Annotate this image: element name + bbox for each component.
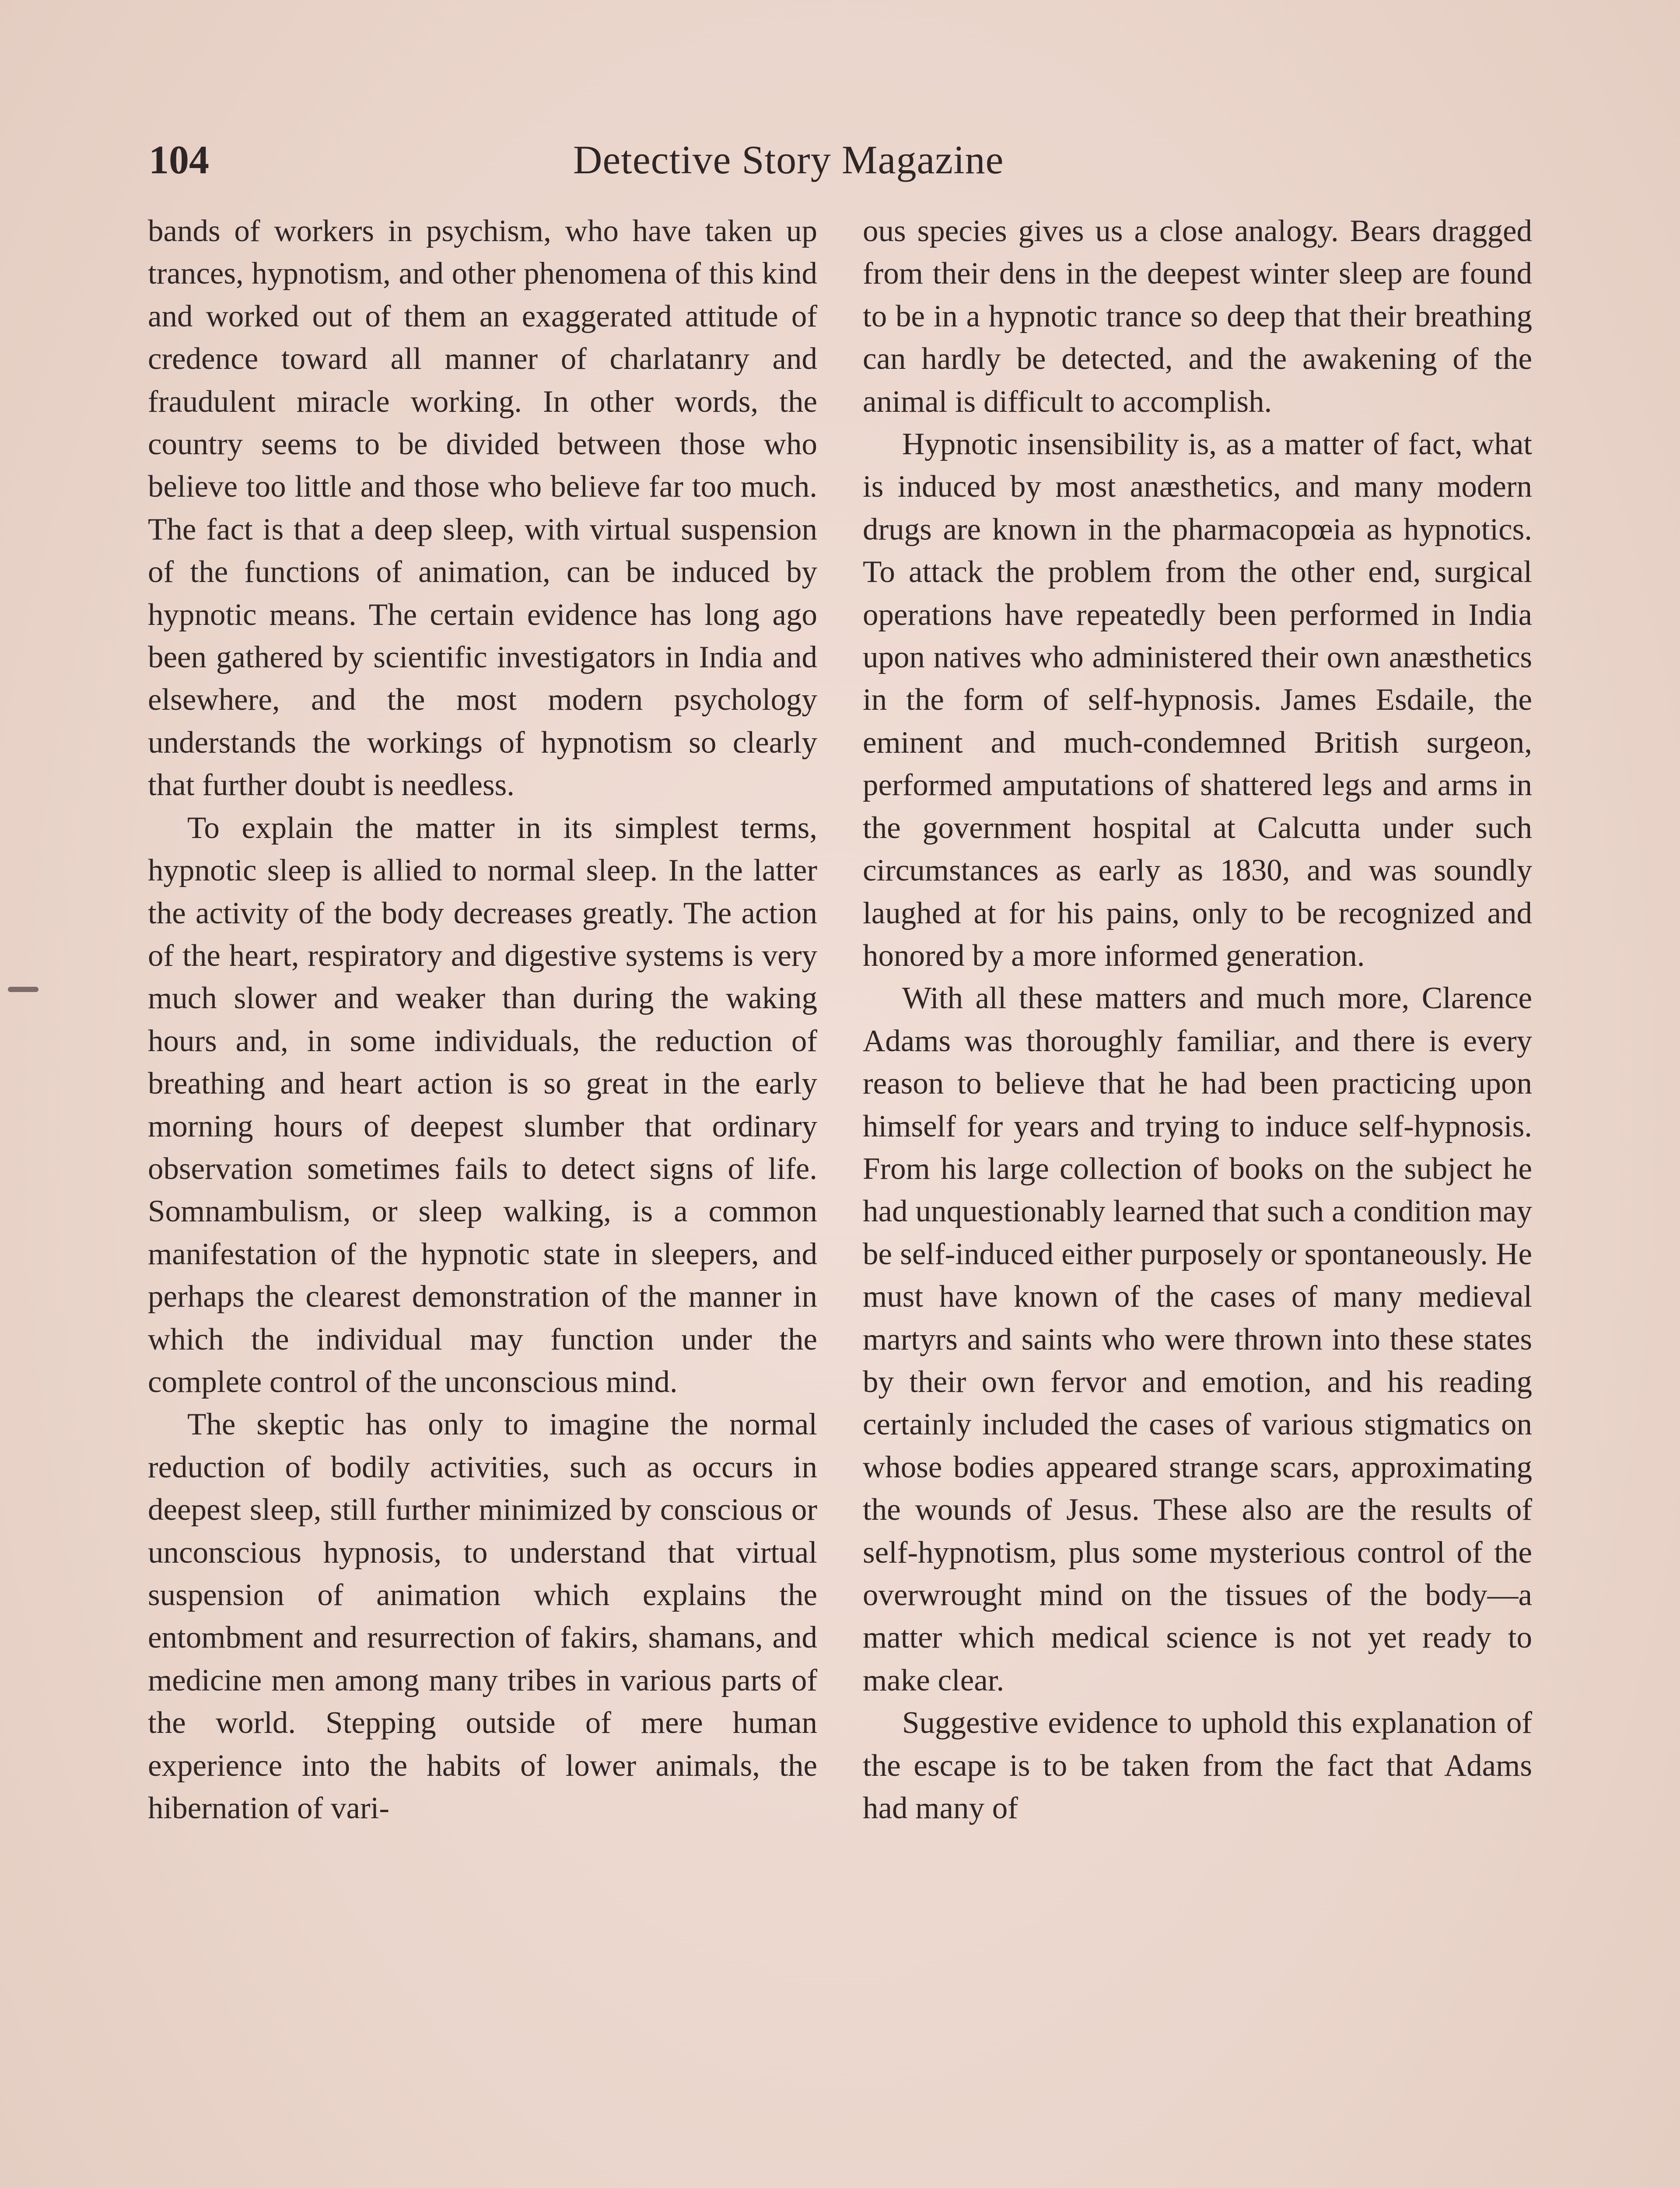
paragraph: Hypnotic insensibility is, as a matter of fact, what is induced by most anæsthetics, and many modern drugs are known in the pharmacopœia as hypnotics. To attack the problem from the other end, surgical operations have repeatedly been performed in India upon natives who administered their own anæsthetics in the form of self-hypnosis. James Esdaile, the eminent and much-condemned British surgeon, performed amputations of shattered legs and arms in the government hospital at Calcutta under such circumstances as early as 1830, and was soundly laughed at for his pains, only to be recognized and honored by a more informed generation. [863, 427, 1532, 973]
magazine-title: Detective Story Magazine [573, 137, 1004, 182]
paragraph: ous species gives us a close analogy. Bears dragged from their dens in the deepest winter sleep are found to be in a hypnotic trance so deep that their breathing can hardly be detected, and the awakening of the animal is difficult to accomplish. [863, 214, 1532, 419]
paragraph: Suggestive evidence to uphold this explanation of the escape is to be taken from the fact that Adams had many of [863, 1706, 1532, 1826]
margin-mark [8, 987, 38, 992]
paragraph: With all these matters and much more, Clarence Adams was thoroughly familiar, and there is every reason to believe that he had been practicing upon himself for years and trying to induce self-hypnosis. From his large collection of books on the subject he had unquestionably learned that such a condition may be self-induced either purposely or spontaneously. He must have known of the cases of many medieval martyrs and saints who were thrown into these states by their own fervor and emotion, and his reading certainly included the cases of various stigmatics on whose bodies appeared strange scars, approximating the wounds of Jesus. These also are the results of self-hypnotism, plus some mysterious control of the overwrought mind on the tissues of the body—a matter which medical science is not yet ready to make clear. [863, 981, 1532, 1697]
paragraph: To explain the matter in its simplest terms, hypnotic sleep is allied to normal sleep. In the latter the activity of the body decreases greatly. The action of the heart, respiratory and digestive systems is very much slower and weaker than during the waking hours and, in some individuals, the reduction of breathing and heart action is so great in the early morning hours of deepest slumber that ordinary observation sometimes fails to detect signs of life. Somnambulism, or sleep walking, is a common manifestation of the hypnotic state in sleepers, and perhaps the clearest demonstration of the manner in which the individual may function under the complete control of the unconscious mind. [148, 810, 817, 1399]
running-head [149, 127, 1111, 193]
paragraph: bands of workers in psychism, who have taken up trances, hypnotism, and other phenomena of this kind and worked out of them an exaggerated attitude of credence toward all manner of charlatanry and fraudulent miracle working. In other words, the country seems to be divided between those who believe too little and those who believe far too much. The fact is that a deep sleep, with virtual suspension of the functions of animation, can be induced by hypnotic means. The certain evidence has long ago been gathered by scientific investigators in India and elsewhere, and the most modern psychology understands the workings of hypnotism so clearly that further doubt is needless. [148, 214, 817, 803]
right-column [863, 210, 1532, 1830]
page-number: 104 [149, 137, 209, 182]
left-column [148, 210, 817, 1830]
paragraph: The skeptic has only to imagine the normal reduction of bodily activities, such as occurs in deepest sleep, still further minimized by conscious or unconscious hypnosis, to understand that virtual suspension of animation which explains the entombment and resurrection of fakirs, shamans, and medicine men among many tribes in various parts of the world. Stepping outside of mere human experience into the habits of lower animals, the hibernation of vari- [148, 1407, 817, 1826]
